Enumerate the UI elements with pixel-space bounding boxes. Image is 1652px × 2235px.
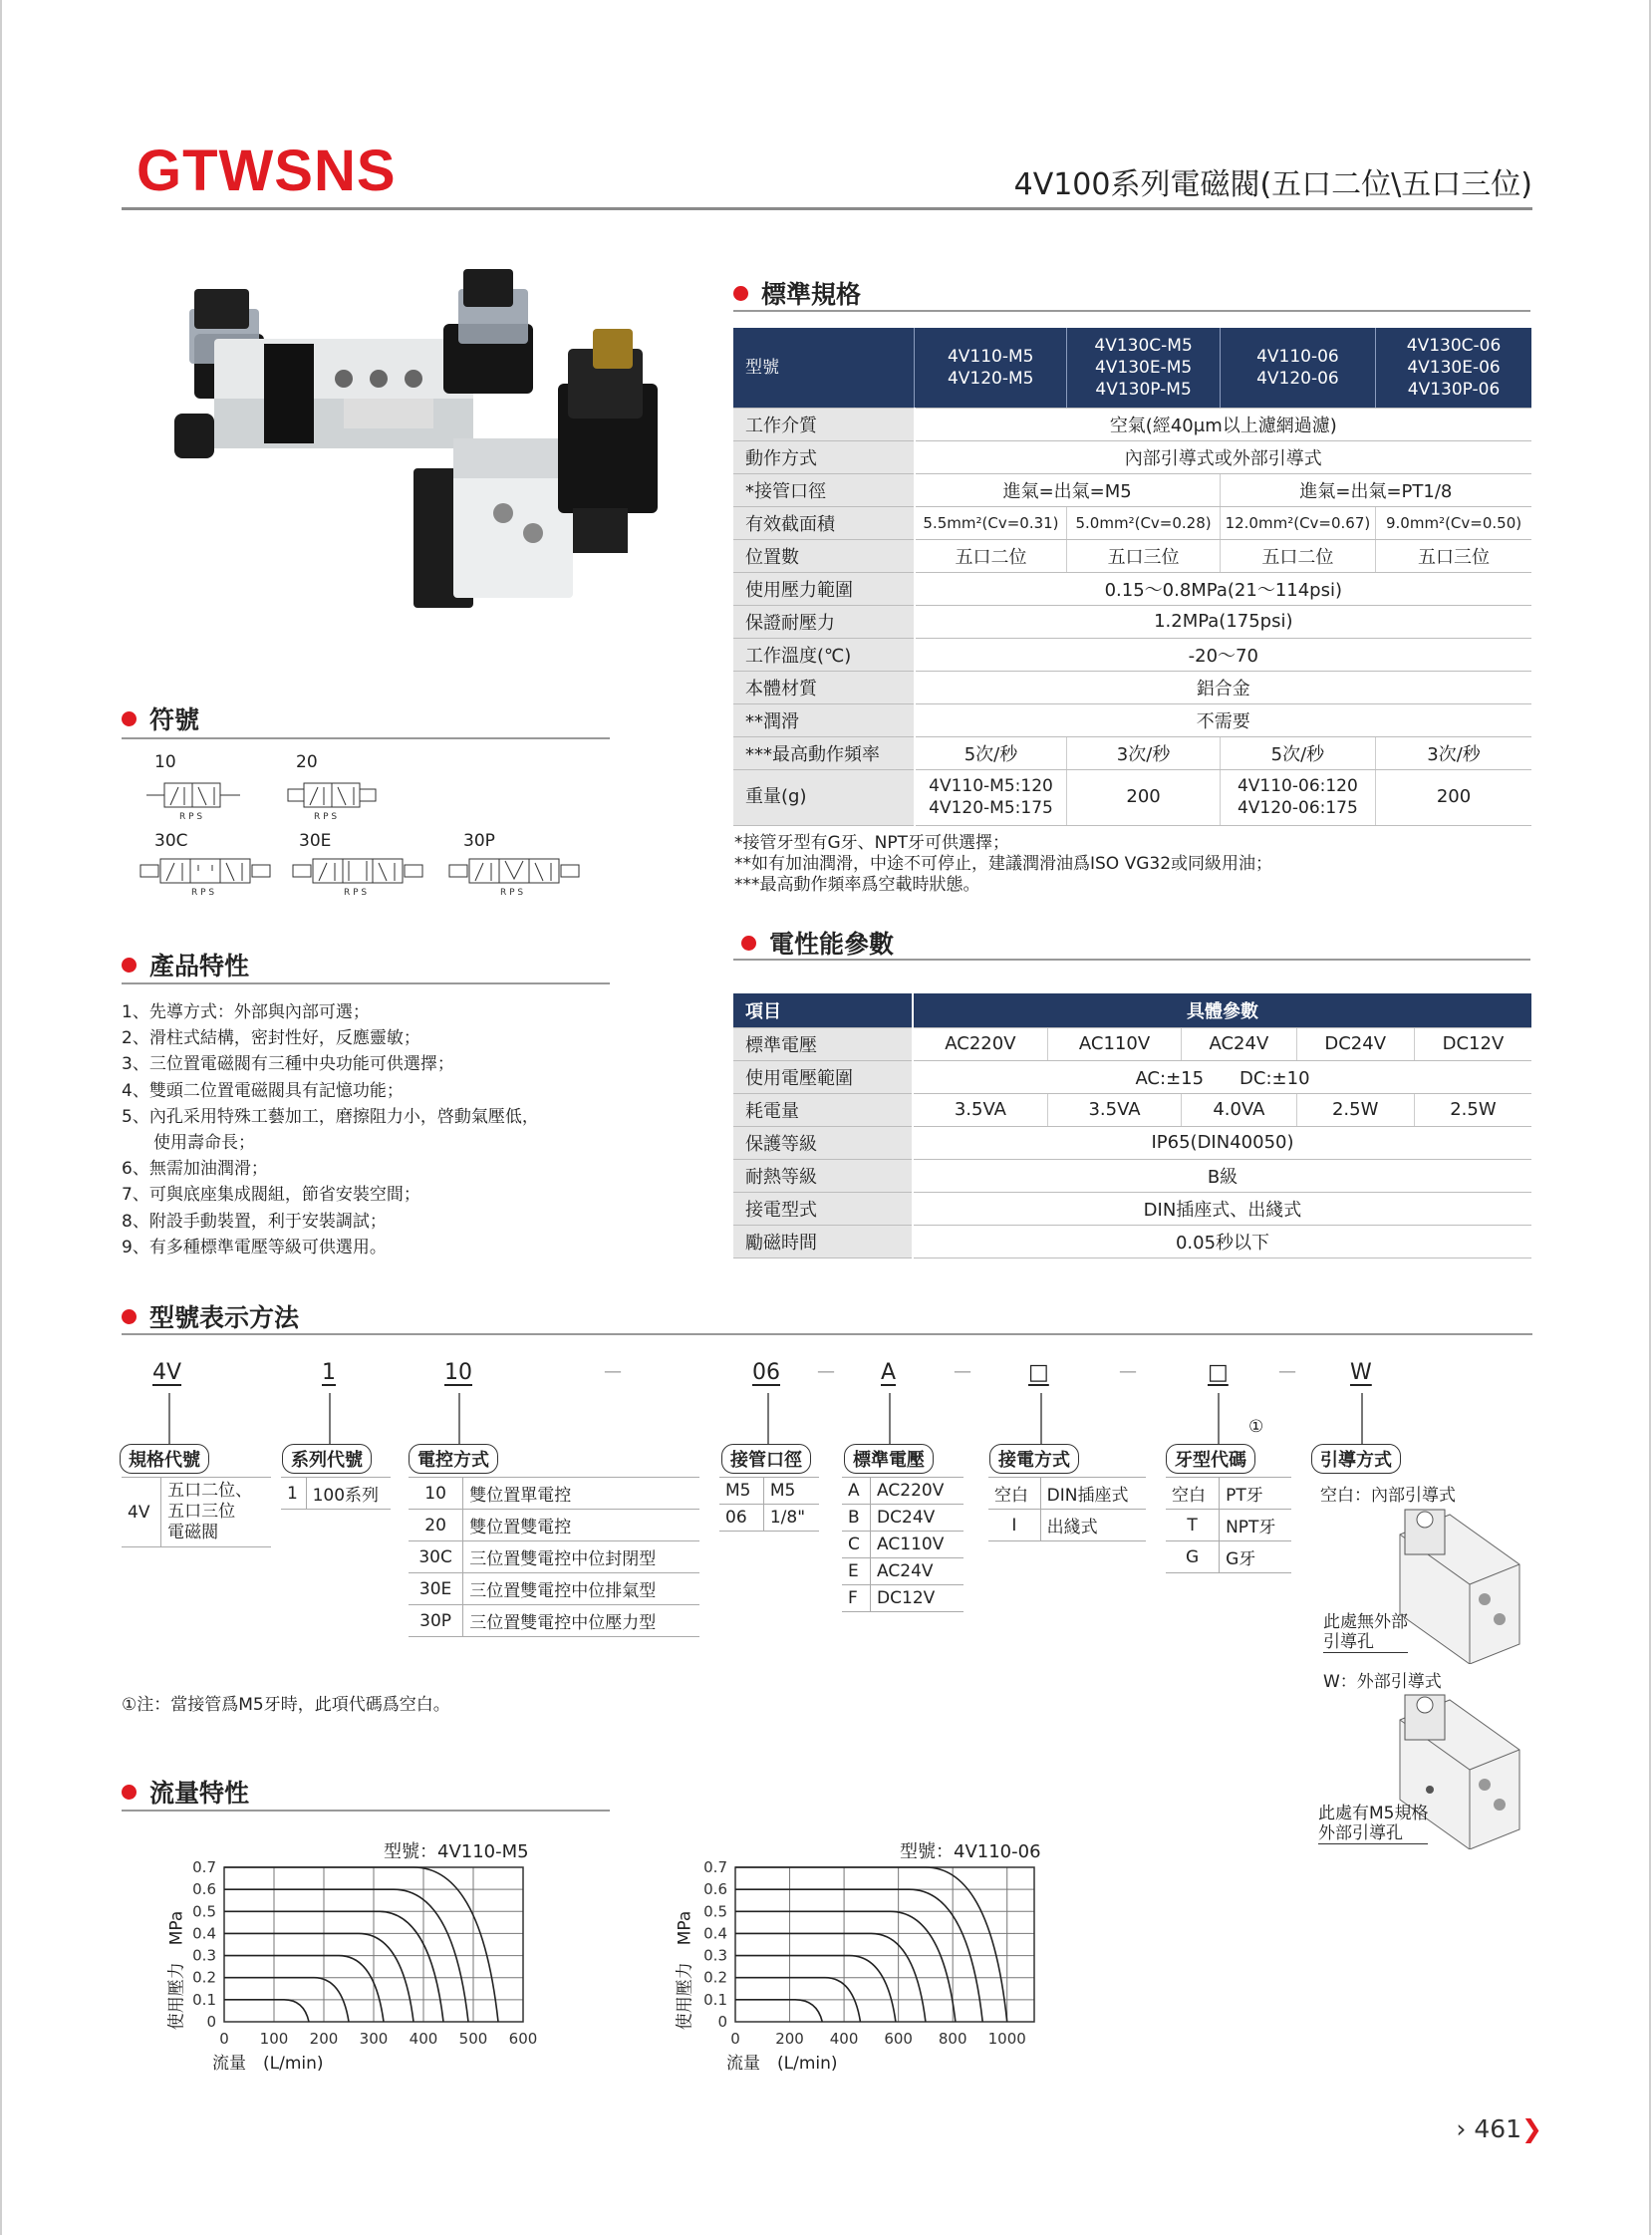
model-rule [122, 1333, 1532, 1335]
y-tick-label: 0 [717, 2013, 727, 2031]
y-tick-label: 0.2 [192, 1968, 216, 1987]
flow-curve [735, 1956, 896, 2022]
desc-cell: DC24V [871, 1505, 964, 1532]
bullet-icon [122, 711, 137, 726]
table-row [1166, 1478, 1291, 1510]
valve-symbol-30p [445, 851, 585, 897]
table-row [988, 1510, 1146, 1541]
flow-rule [122, 1810, 610, 1812]
elec-value: AC:±15 DC:±10 [913, 1060, 1531, 1093]
flow-curve [735, 2000, 822, 2022]
code-cell: I [988, 1510, 1040, 1541]
elec-label: 保護等級 [733, 1126, 913, 1159]
model-dash: — [817, 1361, 835, 1382]
spec-row [733, 769, 1531, 825]
spec-value: 5次/秒 [1220, 736, 1375, 769]
bullet-icon [122, 1309, 137, 1324]
spec-value: 1.2MPa(175psi) [915, 605, 1531, 638]
feature-item: 4、雙頭二位置電磁閥具有記憶功能； [122, 1080, 404, 1101]
x-tick-label: 800 [938, 2030, 967, 2048]
page-border-left [0, 0, 2, 2235]
spec-value: 鋁合金 [915, 671, 1531, 703]
model-code: 10 [444, 1360, 472, 1385]
elec-value: DIN插座式、出綫式 [913, 1192, 1531, 1225]
code-cell: E [842, 1558, 871, 1585]
electrical-rule [733, 959, 1530, 961]
spec-label: 保證耐壓力 [733, 605, 915, 638]
elec-value: AC110V [1047, 1027, 1181, 1060]
desc-cell: NPT牙 [1220, 1510, 1291, 1541]
x-tick-label: 600 [508, 2030, 538, 2048]
elec-value: DC24V [1296, 1027, 1414, 1060]
electrical-table [733, 993, 1531, 1258]
symbol-label: 20 [296, 752, 318, 772]
spec-value: 3次/秒 [1376, 736, 1531, 769]
bullet-icon [741, 936, 756, 951]
code-cell: 20 [409, 1510, 463, 1541]
spec-value: 200 [1376, 769, 1531, 825]
symbol-heading-text: 符號 [149, 705, 200, 734]
group-label-pilot: 引導方式 [1311, 1444, 1401, 1474]
spec-header-model: 4V110-06 4V120-06 [1220, 328, 1375, 408]
series-code-table [281, 1477, 391, 1510]
flow-chart-m5 [144, 1857, 583, 2057]
connector-line [889, 1393, 891, 1451]
table-row [988, 1478, 1146, 1510]
code-cell: T [1166, 1510, 1220, 1541]
symbol-label: 30E [299, 831, 332, 851]
elec-label: 接電型式 [733, 1192, 913, 1225]
spec-value: 0.15～0.8MPa(21～114psi) [915, 572, 1531, 605]
y-tick-label: 0.2 [703, 1968, 727, 1987]
x-tick-label: 200 [775, 2030, 804, 2048]
bullet-icon [122, 1785, 137, 1800]
elec-label: 勵磁時間 [733, 1225, 913, 1257]
elec-row [733, 1060, 1531, 1093]
valve-symbol-20 [284, 775, 389, 821]
elec-row [733, 1093, 1531, 1126]
note-line: **如有加油潤滑，中途不可停止，建議潤滑油爲ISO VG32或同級用油； [734, 854, 1273, 874]
page-number-text: 461 [1474, 2114, 1522, 2143]
page-number [1456, 2114, 1542, 2143]
elec-value: B級 [913, 1159, 1531, 1192]
y-tick-label: 0.6 [703, 1880, 727, 1899]
spec-header-model: 4V130C-06 4V130E-06 4V130P-06 [1376, 328, 1531, 408]
spec-value: 空氣(經40μm以上濾網過濾) [915, 408, 1531, 440]
spec-row [733, 703, 1531, 736]
spec-label: 本體材質 [733, 671, 915, 703]
elec-value: IP65(DIN40050) [913, 1126, 1531, 1159]
model-heading [122, 1298, 299, 1334]
elec-row [733, 1225, 1531, 1257]
y-tick-label: 0 [206, 2013, 216, 2031]
group-label-thread: 牙型代碼 [1166, 1444, 1255, 1474]
spec-label: 有效截面積 [733, 506, 915, 539]
model-code: □ [1208, 1360, 1229, 1385]
features-heading-text: 產品特性 [149, 952, 250, 980]
spec-row [733, 671, 1531, 703]
flow-heading-text: 流量特性 [149, 1779, 250, 1808]
spec-value: -20～70 [915, 638, 1531, 671]
spec-value: 9.0mm²(Cv=0.50) [1376, 506, 1531, 539]
svg-text:R P S: R P S [344, 888, 368, 897]
desc-cell: 出綫式 [1040, 1510, 1146, 1541]
y-tick-label: 0.4 [703, 1924, 727, 1943]
spec-value: 4V110-M5:120 4V120-M5:175 [915, 769, 1067, 825]
chart-title: 型號：4V110-M5 [384, 1841, 529, 1862]
spec-label: 工作介質 [733, 408, 915, 440]
spec-value: 5.0mm²(Cv=0.28) [1067, 506, 1220, 539]
y-tick-label: 0.7 [703, 1858, 727, 1876]
valve-symbol-30e [289, 851, 428, 897]
elec-row [733, 1159, 1531, 1192]
desc-cell: M5 [763, 1478, 819, 1505]
spec-value: 五口二位 [915, 539, 1067, 572]
valve-internal-pilot-drawing [1390, 1505, 1539, 1664]
svg-text:R P S: R P S [179, 812, 203, 821]
circled-note-marker: ① [1248, 1417, 1264, 1437]
chart-ylabel: 使用壓力 MPa [675, 1910, 695, 2031]
spec-value: 5次/秒 [915, 736, 1067, 769]
code-cell: 1 [281, 1478, 306, 1510]
table-row [719, 1478, 819, 1505]
y-tick-label: 0.5 [192, 1902, 216, 1921]
control-code-table [409, 1477, 699, 1637]
spec-row [733, 638, 1531, 671]
model-code: 4V [152, 1360, 182, 1385]
spec-value: 5.5mm²(Cv=0.31) [915, 506, 1067, 539]
code-cell: G [1166, 1541, 1220, 1573]
spec-value: 200 [1067, 769, 1220, 825]
feature-item: 8、附設手動裝置，利于安裝調試； [122, 1211, 387, 1232]
spec-value: 五口二位 [1220, 539, 1375, 572]
spec-label: 重量(g) [733, 769, 915, 825]
note-line: ***最高動作頻率爲空載時狀態。 [734, 875, 980, 895]
elec-header-row [733, 993, 1531, 1027]
spec-value: 12.0mm²(Cv=0.67) [1220, 506, 1375, 539]
table-row [842, 1478, 964, 1505]
connector-line [1218, 1393, 1220, 1451]
chart-xlabel: 流量 (L/min) [212, 2054, 324, 2074]
symbol-rule [122, 737, 610, 739]
desc-cell: G牙 [1220, 1541, 1291, 1573]
spec-value: 4V110-06:120 4V120-06:175 [1220, 769, 1375, 825]
y-tick-label: 0.4 [192, 1924, 216, 1943]
feature-item: 3、三位置電磁閥有三種中央功能可供選擇； [122, 1054, 454, 1075]
spec-row [733, 408, 1531, 440]
spec-value: 內部引導式或外部引導式 [915, 440, 1531, 473]
spec-row [733, 605, 1531, 638]
code-cell: 06 [719, 1505, 763, 1532]
feature-item: 9、有多種標準電壓等級可供選用。 [122, 1237, 387, 1257]
code-cell: A [842, 1478, 871, 1505]
elec-value: 0.05秒以下 [913, 1225, 1531, 1257]
features-list [122, 999, 539, 1260]
conn-code-table [988, 1477, 1146, 1541]
desc-cell: AC110V [871, 1532, 964, 1558]
connector-line [458, 1393, 460, 1451]
table-row [122, 1478, 271, 1547]
spec-header-model: 4V130C-M5 4V130E-M5 4V130P-M5 [1067, 328, 1220, 408]
spec-label: 位置數 [733, 539, 915, 572]
code-cell: 30E [409, 1573, 463, 1605]
flow-heading [122, 1774, 249, 1810]
table-row [281, 1478, 391, 1510]
title-rule [122, 207, 1532, 210]
elec-value: AC220V [913, 1027, 1047, 1060]
connector-line [329, 1393, 331, 1451]
group-label-port: 接管口徑 [721, 1444, 811, 1474]
table-row [1166, 1510, 1291, 1541]
chevron-right-icon: › [1456, 2114, 1467, 2143]
port-code-table [719, 1477, 819, 1532]
x-tick-label: 0 [730, 2030, 740, 2048]
page-title: 4V100系列電磁閥(五口二位\五口三位) [1013, 167, 1532, 202]
product-photo [174, 269, 683, 638]
svg-text:R P S: R P S [191, 888, 215, 897]
thread-code-table [1166, 1477, 1291, 1573]
connector-line [1040, 1393, 1042, 1451]
feature-item: 6、無需加油潤滑； [122, 1159, 268, 1180]
spec-label: 使用壓力範圍 [733, 572, 915, 605]
spec-value: 進氣=出氣=M5 [915, 473, 1221, 506]
elec-row [733, 1027, 1531, 1060]
group-label-control: 電控方式 [409, 1444, 498, 1474]
spec-label: ***最高動作頻率 [733, 736, 915, 769]
table-row [409, 1478, 699, 1510]
table-row [409, 1605, 699, 1637]
flow-curve [224, 1956, 384, 2022]
svg-text:R P S: R P S [314, 812, 338, 821]
code-cell: B [842, 1505, 871, 1532]
x-tick-label: 600 [884, 2030, 913, 2048]
plot-frame [735, 1867, 1034, 2022]
desc-cell: 五口二位、 五口三位 電磁閥 [161, 1478, 271, 1547]
valve-double-solenoid [174, 269, 533, 458]
y-tick-label: 0.6 [192, 1880, 216, 1899]
valve-symbol-10 [144, 775, 244, 821]
x-tick-label: 100 [259, 2030, 289, 2048]
model-dash: — [1278, 1361, 1296, 1382]
x-tick-label: 200 [309, 2030, 339, 2048]
connector-line [1361, 1393, 1363, 1451]
elec-value: 3.5VA [1047, 1093, 1181, 1126]
elec-value: DC12V [1414, 1027, 1531, 1060]
table-row [842, 1505, 964, 1532]
model-dash: — [604, 1361, 622, 1382]
x-tick-label: 0 [219, 2030, 229, 2048]
bullet-icon [733, 286, 748, 301]
spec-header-model: 4V110-M5 4V120-M5 [915, 328, 1067, 408]
flow-curve [224, 1867, 498, 2022]
elec-label: 使用電壓範圍 [733, 1060, 913, 1093]
spec-value: 不需要 [915, 703, 1531, 736]
spec-label: 動作方式 [733, 440, 915, 473]
elec-row [733, 1192, 1531, 1225]
features-rule [122, 982, 610, 984]
spec-value: 五口三位 [1067, 539, 1220, 572]
spec-heading-text: 標準規格 [761, 280, 862, 309]
bullet-icon [122, 958, 137, 973]
pilot-internal-text: 空白：內部引導式 [1320, 1486, 1456, 1506]
code-cell: 空白 [988, 1478, 1040, 1510]
x-tick-label: 1000 [987, 2030, 1026, 2048]
symbol-label: 10 [154, 752, 176, 772]
code-cell: C [842, 1532, 871, 1558]
spec-value: 五口三位 [1376, 539, 1531, 572]
x-tick-label: 500 [458, 2030, 488, 2048]
elec-value: 2.5W [1296, 1093, 1414, 1126]
spec-row [733, 539, 1531, 572]
spec-row [733, 736, 1531, 769]
features-heading [122, 947, 249, 982]
model-code: □ [1028, 1360, 1049, 1385]
code-cell: 30P [409, 1605, 463, 1637]
spec-code-table [122, 1477, 271, 1547]
electrical-heading [741, 925, 894, 961]
spec-rule [733, 310, 1530, 312]
desc-cell: 三位置雙電控中位封閉型 [463, 1541, 699, 1573]
pilot-external-text: W：外部引導式 [1323, 1672, 1442, 1692]
model-code: A [881, 1360, 897, 1385]
callout-m5-pilot-hole: 此處有M5規格 外部引導孔 [1318, 1804, 1429, 1843]
table-row [1166, 1541, 1291, 1573]
spec-value: 3次/秒 [1067, 736, 1220, 769]
callout-no-pilot-hole: 此處無外部 引導孔 [1323, 1612, 1408, 1652]
model-code: 1 [322, 1360, 336, 1385]
spec-label: 工作溫度(℃) [733, 638, 915, 671]
table-row [842, 1585, 964, 1612]
y-tick-label: 0.1 [703, 1990, 727, 2009]
code-cell: 空白 [1166, 1478, 1220, 1510]
group-label-spec: 規格代號 [120, 1444, 209, 1474]
brand-logo: GTWSNS [137, 139, 397, 203]
table-row [409, 1573, 699, 1605]
elec-header-value: 具體參數 [913, 993, 1531, 1027]
desc-cell: 1/8" [763, 1505, 819, 1532]
code-cell: 30C [409, 1541, 463, 1573]
desc-cell: 100系列 [306, 1478, 391, 1510]
model-heading-text: 型號表示方法 [149, 1303, 300, 1332]
desc-cell: AC24V [871, 1558, 964, 1585]
note-line: *接管牙型有G牙、NPT牙可供選擇； [734, 833, 1010, 853]
desc-cell: AC220V [871, 1478, 964, 1505]
elec-value: 4.0VA [1182, 1093, 1296, 1126]
spec-table [733, 328, 1531, 826]
y-tick-label: 0.3 [192, 1946, 216, 1965]
elec-value: AC24V [1182, 1027, 1296, 1060]
spec-label: *接管口徑 [733, 473, 915, 506]
table-row [719, 1505, 819, 1532]
table-row [409, 1541, 699, 1573]
feature-item: 5、內孔采用特殊工藝加工，磨擦阻力小，啓動氣壓低， [122, 1106, 539, 1127]
model-footnote: ①注：當接管爲M5牙時，此項代碼爲空白。 [122, 1695, 450, 1715]
flow-curve [224, 2000, 309, 2022]
model-dash: — [954, 1361, 971, 1382]
desc-cell: PT牙 [1220, 1478, 1291, 1510]
desc-cell: 雙位置雙電控 [463, 1510, 699, 1541]
desc-cell: DIN插座式 [1040, 1478, 1146, 1510]
elec-value: 2.5W [1414, 1093, 1531, 1126]
spec-label: **潤滑 [733, 703, 915, 736]
elec-label: 耗電量 [733, 1093, 913, 1126]
desc-cell: 雙位置單電控 [463, 1478, 699, 1510]
model-code: 06 [752, 1360, 780, 1385]
spec-heading [733, 275, 861, 311]
model-code: W [1350, 1360, 1372, 1385]
desc-cell: 三位置雙電控中位排氣型 [463, 1573, 699, 1605]
y-tick-label: 0.7 [192, 1858, 216, 1876]
connector-line [767, 1393, 769, 1451]
group-label-voltage: 標準電壓 [844, 1444, 934, 1474]
spec-notes [734, 833, 1272, 896]
y-tick-label: 0.3 [703, 1946, 727, 1965]
feature-item: 2、滑柱式結構，密封性好，反應靈敏； [122, 1028, 420, 1049]
group-label-series: 系列代號 [282, 1444, 372, 1474]
red-arrow-icon: ❯ [1521, 2114, 1542, 2143]
elec-header-label: 項目 [733, 993, 913, 1027]
elec-row [733, 1126, 1531, 1159]
code-cell: M5 [719, 1478, 763, 1505]
spec-row [733, 473, 1531, 506]
symbol-label: 30C [154, 831, 188, 851]
elec-label: 耐熱等級 [733, 1159, 913, 1192]
table-row [409, 1510, 699, 1541]
code-cell: 4V [122, 1478, 161, 1547]
spec-row [733, 506, 1531, 539]
chart-ylabel: 使用壓力 MPa [166, 1910, 187, 2031]
svg-text:R P S: R P S [500, 888, 524, 897]
table-row [842, 1532, 964, 1558]
feature-item: 7、可與底座集成閥組，節省安裝空間； [122, 1185, 420, 1206]
page-border-right [1649, 0, 1651, 2235]
x-tick-label: 400 [409, 2030, 438, 2048]
symbol-heading [122, 700, 199, 736]
chart-xlabel: 流量 (L/min) [726, 2054, 838, 2074]
code-cell: 10 [409, 1478, 463, 1510]
desc-cell: 三位置雙電控中位壓力型 [463, 1605, 699, 1637]
connector-line [168, 1393, 170, 1451]
valve-symbol-30c [137, 851, 276, 897]
spec-header-label: 型號 [733, 328, 915, 408]
feature-item: 使用壽命長； [153, 1133, 255, 1154]
elec-value: 3.5VA [913, 1093, 1047, 1126]
flow-chart-06 [656, 1857, 1094, 2057]
chart-title: 型號：4V110-06 [900, 1841, 1041, 1862]
model-dash: — [1119, 1361, 1137, 1382]
x-tick-label: 300 [359, 2030, 389, 2048]
symbol-label: 30P [463, 831, 495, 851]
code-cell: F [842, 1585, 871, 1612]
table-row [842, 1558, 964, 1585]
spec-row [733, 440, 1531, 473]
feature-item: 1、先導方式：外部與內部可選； [122, 1002, 370, 1022]
voltage-code-table [842, 1477, 964, 1612]
spec-header-row [733, 328, 1531, 408]
spec-row [733, 572, 1531, 605]
x-tick-label: 400 [829, 2030, 859, 2048]
y-tick-label: 0.1 [192, 1990, 216, 2009]
y-tick-label: 0.5 [703, 1902, 727, 1921]
electrical-heading-text: 電性能參數 [769, 930, 895, 959]
group-label-conn: 接電方式 [989, 1444, 1079, 1474]
desc-cell: DC12V [871, 1585, 964, 1612]
spec-value: 進氣=出氣=PT1/8 [1220, 473, 1531, 506]
elec-label: 標準電壓 [733, 1027, 913, 1060]
